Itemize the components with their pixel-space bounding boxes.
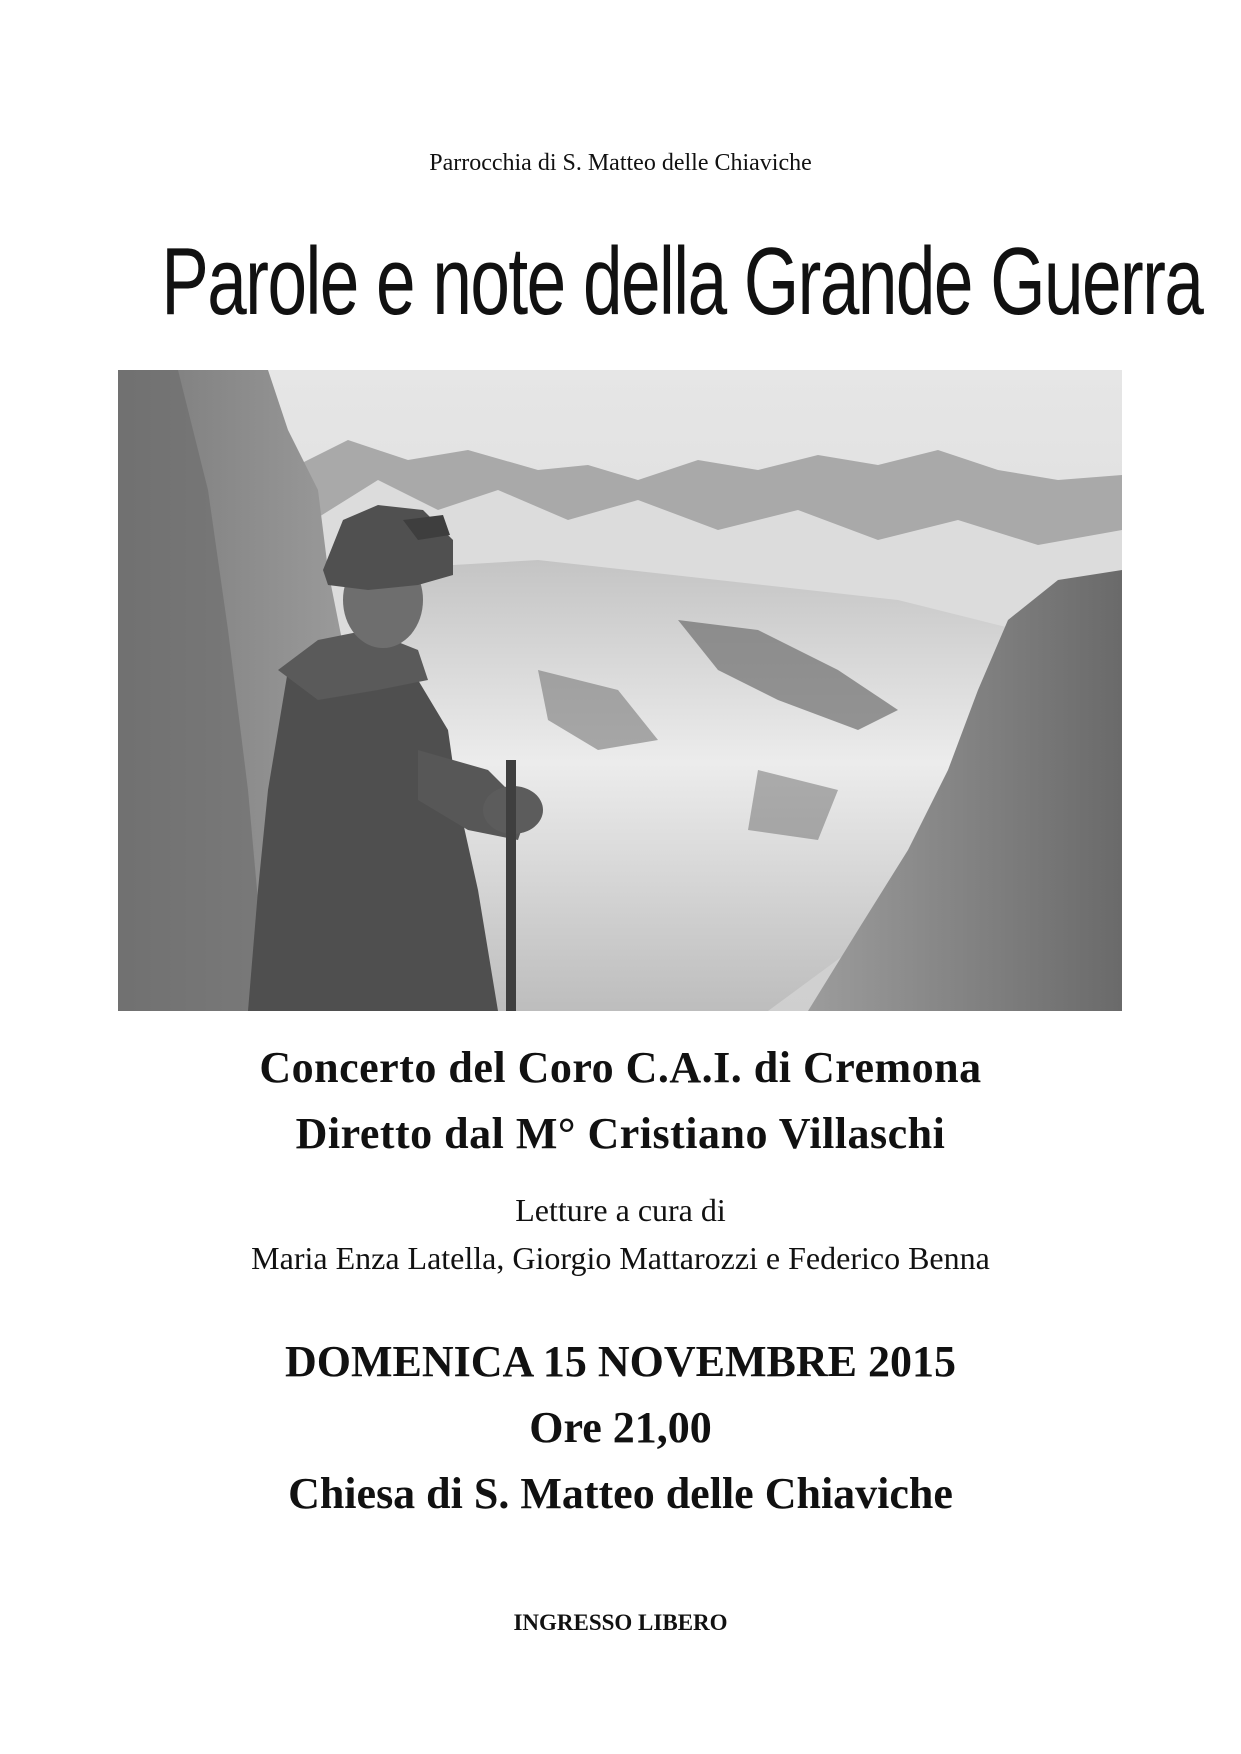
photo-illustration	[118, 370, 1122, 1011]
free-entry: INGRESSO LIBERO	[513, 1610, 728, 1635]
readings-label: Letture a cura di	[515, 1192, 726, 1228]
poster-title: Parole e note della Grande Guerra	[161, 228, 1203, 335]
concert-line-2: Diretto dal M° Cristiano Villaschi	[295, 1109, 946, 1158]
event-place: Chiesa di S. Matteo delle Chiaviche	[288, 1469, 953, 1518]
event-time: Ore 21,00	[529, 1403, 712, 1452]
parish-line: Parrocchia di S. Matteo delle Chiaviche	[429, 150, 812, 176]
readings-names: Maria Enza Latella, Giorgio Mattarozzi e Federico Benna	[251, 1240, 990, 1276]
poster-photo	[118, 370, 1122, 1011]
concert-line-1: Concerto del Coro C.A.I. di Cremona	[259, 1043, 982, 1092]
event-date: DOMENICA 15 NOVEMBRE 2015	[284, 1337, 957, 1386]
